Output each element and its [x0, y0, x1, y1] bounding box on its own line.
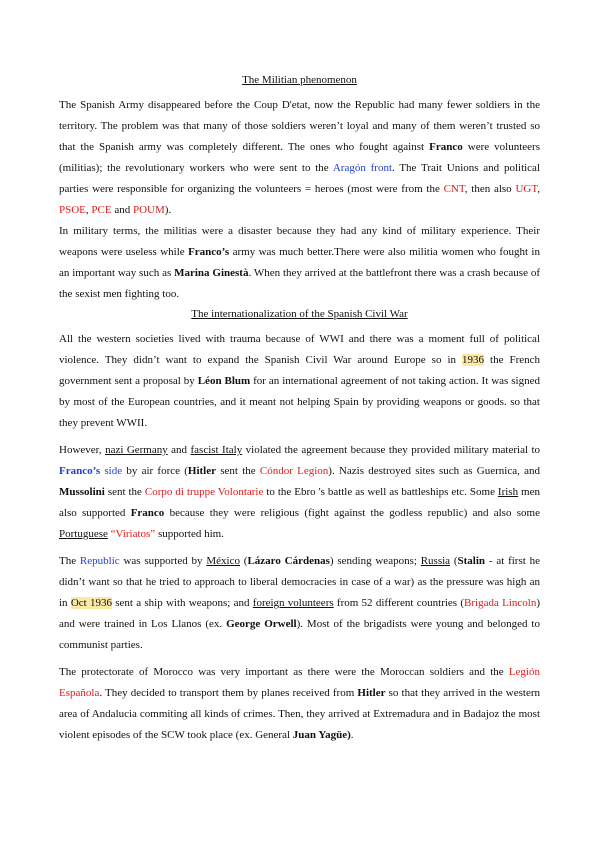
text-run: army was much better.There were also militia women who fought in an important way such as: [59, 246, 540, 279]
styled-text-run: Russia: [420, 555, 451, 567]
text-run: sent a ship with weapons; and: [111, 597, 253, 609]
text-run: and: [111, 204, 133, 216]
paragraph: [59, 329, 540, 434]
text-run: The Spanish Army disappeared before the Coup D'etat, now the Republic had many fewer soldiers in the territory. The problem was that many of those soldiers weren’t loyal and many of them weren’t trusted so that the Spanish army was completely different. The ones who fought against: [59, 99, 540, 153]
text-run: . When they arrived at the battlefront there was a crash because of the sexist men fighting too.: [59, 267, 540, 300]
styled-text-run: Cóndor Legion: [259, 465, 329, 477]
paragraph: [59, 221, 540, 305]
styled-text-run: Aragón front: [332, 162, 392, 174]
text-run: men also supported: [59, 486, 540, 519]
styled-text-run: Stalin: [457, 555, 486, 567]
styled-text-run: fascist Italy: [190, 444, 243, 456]
section-heading: The internationalization of the Spanish Civil War: [191, 308, 408, 320]
section-heading: The Militian phenomenon: [242, 74, 357, 86]
text-run: ). Most of the brigadists were young and belonged to communist parties.: [59, 618, 540, 651]
styled-text-run: “Viriatos”: [110, 528, 156, 540]
text-run: .: [350, 729, 354, 741]
styled-text-run: Legión Española: [59, 666, 540, 699]
styled-text-run: Oct 1936: [70, 597, 112, 609]
styled-text-run: Lázaro Cárdenas: [247, 555, 330, 567]
section-internationalization: [59, 306, 540, 746]
text-run: ) sending weapons;: [329, 555, 421, 567]
styled-text-run: Marina Ginestà: [174, 267, 249, 279]
styled-text-run: Franco: [130, 507, 165, 519]
text-run: by air force (: [122, 465, 188, 477]
paragraph: [59, 662, 540, 746]
styled-text-run: CNT: [443, 183, 465, 195]
paragraph: [59, 440, 540, 545]
text-run: ) and were trained in Los Llanos (ex.: [59, 597, 540, 630]
text-run: The: [59, 555, 80, 567]
text-run: the French government sent a proposal by: [59, 354, 541, 387]
paragraph: [59, 95, 540, 221]
styled-text-run: Franco’s: [188, 246, 230, 258]
styled-text-run: Léon Blum: [197, 375, 251, 387]
styled-text-run: Franco: [429, 141, 463, 153]
text-run: The protectorate of Morocco was very important as there were the Moroccan soldiers and the: [59, 666, 509, 678]
text-run: ).: [164, 204, 172, 216]
styled-text-run: PSOE: [59, 204, 86, 216]
text-run: In military terms, the militias were a disaster because they had any kind of military experience. Their weapons were useless while: [59, 225, 540, 258]
paragraph: [59, 551, 540, 656]
text-run: However,: [59, 444, 106, 456]
styled-text-run: side: [100, 465, 123, 477]
text-run: All the western societies lived with trauma because of WWI and there was a moment full of political violence. They didn’t want to expand the Spanish Civil War around Europe so in: [59, 333, 540, 366]
styled-text-run: Juan Yagüe): [292, 729, 351, 741]
section-militian: [59, 72, 540, 305]
styled-text-run: Irish: [497, 486, 519, 498]
text-run: (: [450, 555, 458, 567]
styled-text-run: México: [206, 555, 240, 567]
styled-text-run: Portuguese: [59, 528, 108, 540]
text-run: so that they arrived in the western area of Andalucia commiting all kinds of crimes. Then, they arrived at Extremadura and in Badajoz the most violent episodes of the SCW took place (ex. General: [59, 687, 540, 741]
text-run: sent the: [216, 465, 260, 477]
text-run: - at first he didn’t want so that he tried to approach to liberal democracies in case of a war) as the pressure was high an in: [59, 555, 540, 609]
styled-text-run: nazi Germany: [105, 444, 168, 456]
text-run: for an international agreement of not taking action. It was signed by most of the European countries, and it meant not helping Spain by providing weapons or goods. so that they prevent WWII.: [59, 375, 540, 429]
text-run: and: [167, 444, 191, 456]
text-run: to the Ebro 's battle as well as battleships etc. Some: [263, 486, 498, 498]
styled-text-run: POUM: [132, 204, 165, 216]
text-run: were volunteers (militias); the revolutionary workers who were sent to the: [59, 141, 541, 174]
text-run: ,: [537, 183, 540, 195]
styled-text-run: Republic: [79, 555, 120, 567]
styled-text-run: Corpo di truppe Volontarie: [144, 486, 264, 498]
styled-text-run: George Orwell: [226, 618, 297, 630]
text-run: . The Trait Unions and political parties were responsible for organizing the volunteers = heroes (most were from the: [59, 162, 540, 195]
styled-text-run: PCE: [91, 204, 112, 216]
text-run: supported him.: [155, 528, 224, 540]
text-run: violated the agreement because they provided military material to: [242, 444, 541, 456]
text-run: from 52 different countries (: [333, 597, 465, 609]
styled-text-run: Brigada Lincoln: [464, 597, 537, 609]
styled-text-run: UGT: [515, 183, 538, 195]
text-run: ,: [85, 204, 92, 216]
styled-text-run: Mussolini: [59, 486, 105, 498]
text-run: ). Nazis destroyed sites such as Guernica, and: [328, 465, 540, 477]
styled-text-run: Hitler: [357, 687, 386, 699]
text-run: sent the: [104, 486, 145, 498]
text-run: , then also: [464, 183, 516, 195]
styled-text-run: Hitler: [187, 465, 217, 477]
text-run: . They decided to transport them by planes received from: [99, 687, 358, 699]
text-run: (: [239, 555, 248, 567]
styled-text-run: Franco’s: [59, 465, 101, 477]
text-run: because they were religious (fight against the godless republic) and also some: [164, 507, 540, 519]
text-run: was supported by: [119, 555, 207, 567]
styled-text-run: 1936: [462, 354, 485, 366]
styled-text-run: foreign volunteers: [252, 597, 334, 609]
